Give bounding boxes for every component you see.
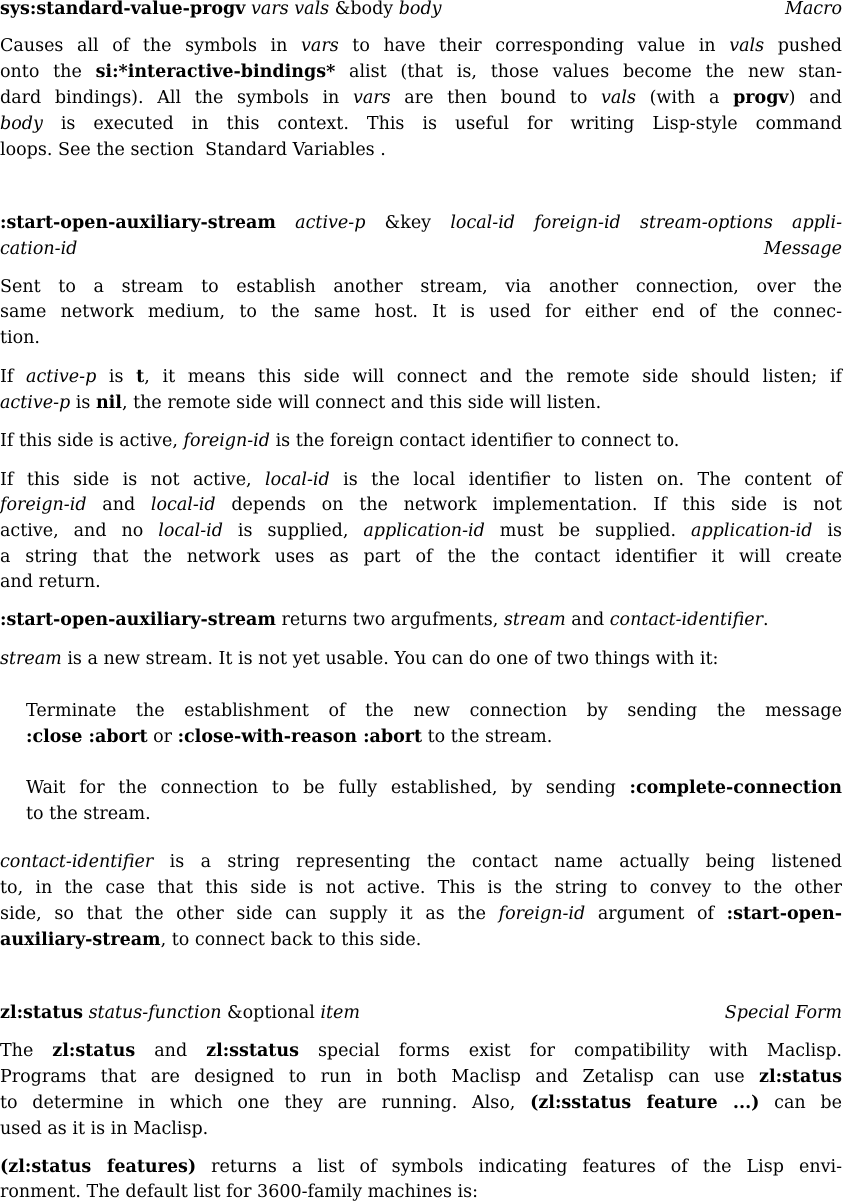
para-line: used as it is in Maclisp. bbox=[0, 1119, 209, 1139]
entry-header-line2 bbox=[0, 237, 842, 261]
para-line: Sent to a stream to establish another stream, via another connection, over the bbox=[0, 277, 842, 297]
para-line: side, so that the other side can supply it as the foreign-id argument of :start-open- bbox=[0, 904, 842, 924]
entry-name: zl:status bbox=[0, 1003, 83, 1023]
para-line: (zl:status features) returns a list of symbols indicating features of the Lisp envi- bbox=[0, 1157, 842, 1177]
para-line: :start-open-auxiliary-stream returns two argufments, stream and contact-identifier. bbox=[0, 610, 769, 630]
para-line: auxiliary-stream, to connect back to this side. bbox=[0, 930, 422, 950]
entry-args: active-p &key local-id foreign-id stream-options appli- bbox=[295, 213, 842, 233]
para-line: active-p is nil, the remote side will connect and this side will listen. bbox=[0, 393, 602, 413]
option-line: to the stream. bbox=[26, 804, 151, 824]
para-line: dard bindings). All the symbols in vars are then bound to vals (with a progv) and bbox=[0, 88, 842, 108]
para-line: Causes all of the symbols in vars to have their corresponding value in vals pushed bbox=[0, 36, 842, 56]
para-line: If this side is not active, local-id is the local identifier to listen on. The content of bbox=[0, 470, 843, 490]
para-line: If active-p is t, it means this side will connect and the remote side should listen; if bbox=[0, 367, 843, 387]
para-line: to, in the case that this side is not active. This is the string to convey to the other bbox=[0, 878, 842, 898]
option-line: Terminate the establishment of the new connection by sending the message bbox=[26, 701, 842, 721]
entry-name: :start-open-auxiliary-stream bbox=[0, 213, 276, 233]
entry-args: vars vals &body body bbox=[251, 0, 442, 19]
para-line: a string that the network uses as part of the the contact identifier it will create bbox=[0, 547, 842, 567]
para-line: active, and no local-id is supplied, application-id must be supplied. application-id is bbox=[0, 521, 842, 541]
para-line: onto the si:*interactive-bindings* alist (that is, those values become the new stan- bbox=[0, 62, 842, 82]
para-line: tion. bbox=[0, 328, 40, 348]
para-line: to determine in which one they are running. Also, (zl:sstatus feature ...) can be bbox=[0, 1093, 842, 1113]
para-line: loops. See the section Standard Variables . bbox=[0, 140, 386, 160]
para-line: same network medium, to the same host. It is used for either end of the connec- bbox=[0, 302, 842, 322]
entry-header-zl-status bbox=[0, 1001, 842, 1025]
para-line: stream is a new stream. It is not yet usable. You can do one of two things with it: bbox=[0, 649, 719, 669]
para-line: Programs that are designed to run in both Maclisp and Zetalisp can use zl:status bbox=[0, 1067, 842, 1087]
para-line: and return. bbox=[0, 572, 101, 592]
entry-kind: Special Form bbox=[724, 1003, 842, 1023]
entry-header-start-open-auxiliary-stream bbox=[0, 211, 842, 235]
entry-args-cont: cation-id bbox=[0, 239, 78, 259]
para-line: foreign-id and local-id depends on the network implementation. If this side is not bbox=[0, 495, 842, 515]
entry-kind: Macro bbox=[784, 0, 842, 19]
entry-args: status-function &optional item bbox=[88, 1003, 360, 1023]
entry-kind: Message bbox=[763, 239, 842, 259]
option-line: Wait for the connection to be fully established, by sending :complete-connection bbox=[26, 778, 842, 798]
entry-name: sys:standard-value-progv bbox=[0, 0, 246, 19]
para-line: body is executed in this context. This is useful for writing Lisp-style command bbox=[0, 114, 842, 134]
para-line: contact-identifier is a string representing the contact name actually being listened bbox=[0, 852, 842, 872]
option-line: :close :abort or :close-with-reason :abort to the stream. bbox=[26, 727, 553, 747]
para-line: ronment. The default list for 3600-family machines is: bbox=[0, 1182, 478, 1202]
para-line: The zl:status and zl:sstatus special forms exist for compatibility with Maclisp. bbox=[0, 1041, 842, 1061]
entry-header-standard-value-progv bbox=[0, 0, 842, 21]
para-line: If this side is active, foreign-id is the foreign contact identifier to connect to. bbox=[0, 431, 680, 451]
